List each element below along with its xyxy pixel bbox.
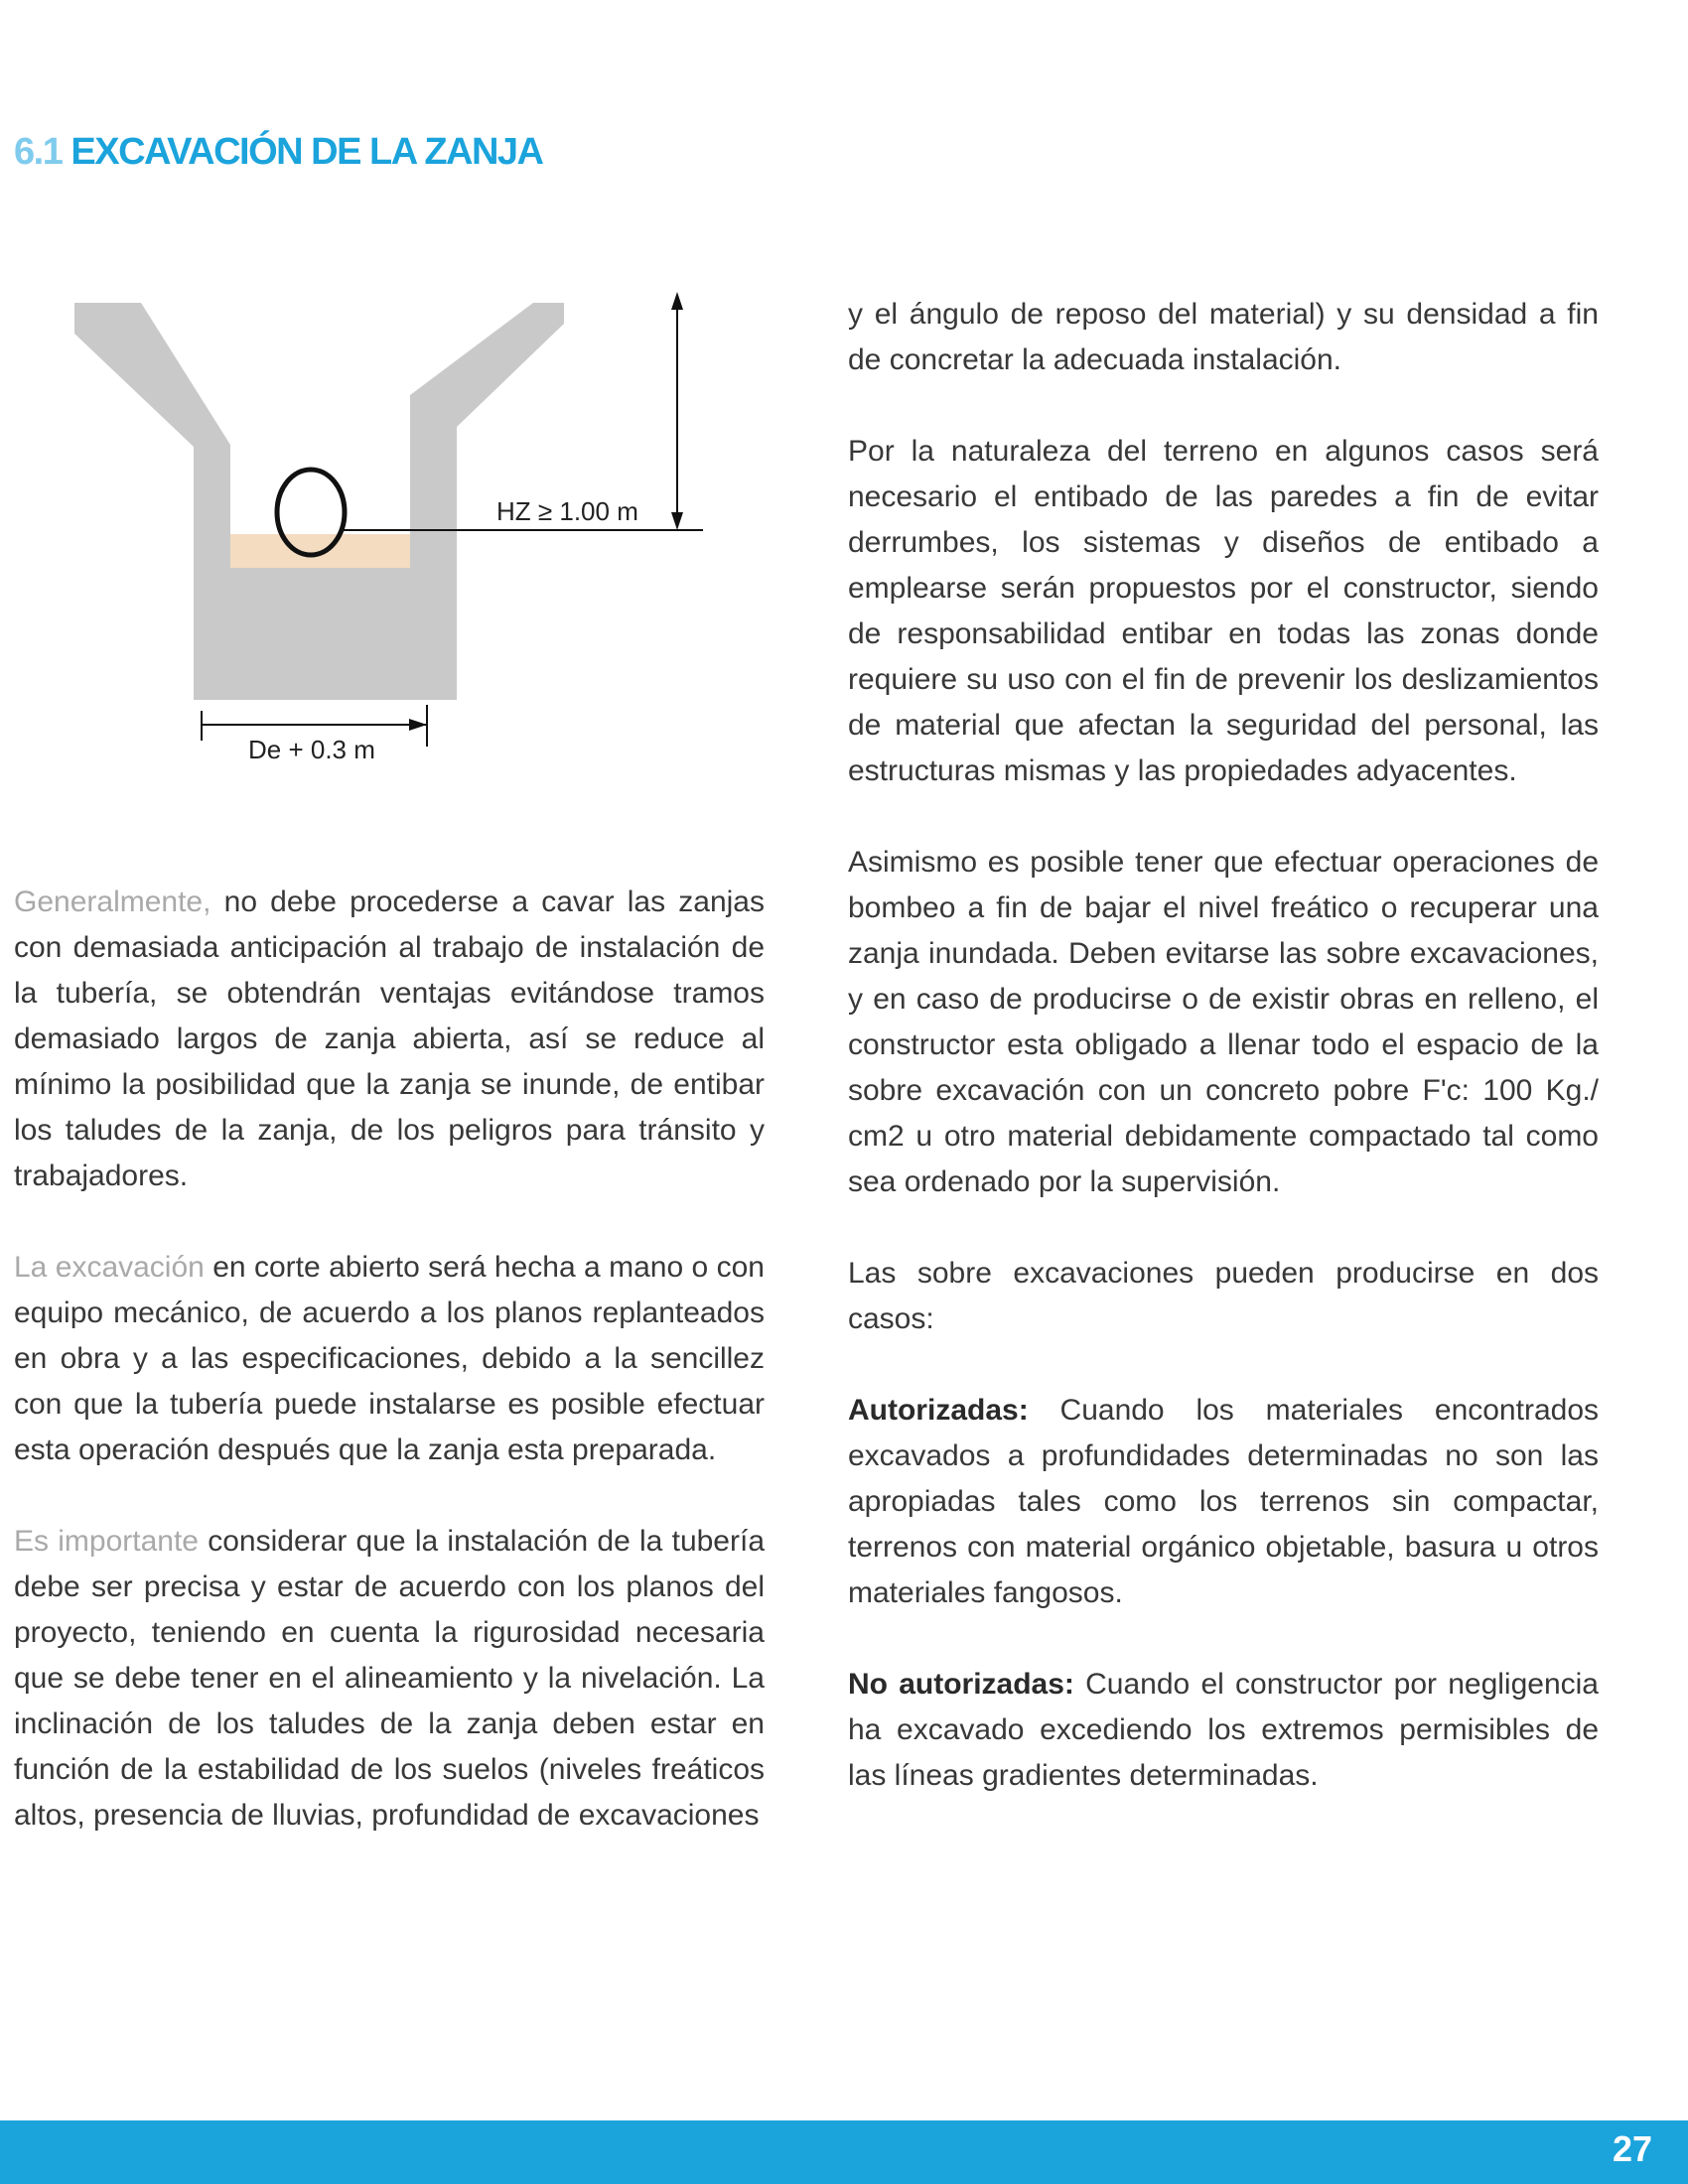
paragraph-text: Cuando el constructor por negligencia ha excavado excediendo los extremos permisibles de las líneas gradientes determinadas. [848, 1668, 1599, 1792]
paragraph [848, 1388, 1599, 1616]
term-label: No autorizadas: [848, 1668, 1074, 1701]
page-title [14, 131, 543, 174]
trench-wall [74, 303, 564, 700]
width-dimension-label: De + 0.3 m [248, 735, 375, 764]
paragraph-lead: Es importante [14, 1525, 199, 1558]
section-title-text: EXCAVACIÓN DE LA ZANJA [70, 131, 543, 173]
paragraph-text: en corte abierto será hecha a mano o con equipo mecánico, de acuerdo a los planos replanteados en obra y a las especificaciones, debido a la sencillez con que la tubería puede instalarse es posible efectuar esta operación después que la zanja esta preparada. [14, 1251, 765, 1466]
paragraph: Por la naturaleza del terreno en algunos casos será necesario el entibado de las paredes a fin de evitar derrumbes, los sistemas y diseños de entibado a emplearse serán propuestos por el constructor, siendo de responsabilidad entibar en todas las zonas donde requiere su uso con el fin de prevenir los deslizamientos de material que afectan la seguridad del personal, las estructuras mismas y las propiedades adyacentes. [848, 435, 1599, 787]
right-text-column [848, 292, 1599, 1844]
height-arrow-head-top [671, 292, 683, 310]
paragraph-lead: La excavación [14, 1251, 205, 1284]
height-dimension-label: HZ ≥ 1.00 m [496, 496, 638, 526]
trench-diagram [60, 288, 715, 784]
left-text-column [14, 880, 765, 1884]
paragraph-text: no debe procederse a cavar las zanjas con demasiada anticipación al trabajo de instalación de la tubería, se obtendrán ventajas evitándose tramos demasiado largos de zanja abierta, así se reduce al mínimo la posibilidad que la zanja se inunde, de entibar los taludes de la zanja, de los peligros para tránsito y trabajadores. [14, 886, 765, 1192]
paragraph: y el ángulo de reposo del material) y su densidad a fin de concretar la adecuada instalación. [848, 298, 1599, 376]
paragraph [848, 1662, 1599, 1799]
page-number: 27 [1612, 2128, 1652, 2169]
footer-bar [0, 2120, 1688, 2184]
section-number: 6.1 [14, 131, 63, 173]
paragraph: Las sobre excavaciones pueden producirse en dos casos: [848, 1257, 1599, 1335]
paragraph-lead: Generalmente, [14, 886, 211, 918]
width-arrow-head [409, 719, 427, 731]
height-arrow-head-bottom [671, 512, 683, 530]
paragraph [14, 1245, 765, 1473]
paragraph-text: Cuando los materiales encontrados excavados a profundidades determinadas no son las apropiadas tales como los terrenos sin compactar, terrenos con material orgánico objetable, basura u otros materiales fangosos. [848, 1394, 1599, 1609]
paragraph: Asimismo es posible tener que efectuar operaciones de bombeo a fin de bajar el nivel freático o recuperar una zanja inundada. Deben evitarse las sobre excavaciones, y en caso de producirse o de existir obras en relleno, el constructor esta obligado a llenar todo el espacio de la sobre excavación con un concreto pobre F'c: 100 Kg./ cm2 u otro material debidamente compactado tal como sea ordenado por la supervisión. [848, 846, 1599, 1198]
term-label: Autorizadas: [848, 1394, 1029, 1427]
paragraph [14, 880, 765, 1199]
paragraph [14, 1519, 765, 1839]
paragraph-text: considerar que la instalación de la tubería debe ser precisa y estar de acuerdo con los planos del proyecto, teniendo en cuenta la rigurosidad necesaria que se debe tener en el alineamiento y la nivelación. La inclinación de los taludes de la zanja deben estar en función de la estabilidad de los suelos (niveles freáticos altos, presencia de lluvias, profundidad de excavaciones [14, 1525, 766, 1832]
